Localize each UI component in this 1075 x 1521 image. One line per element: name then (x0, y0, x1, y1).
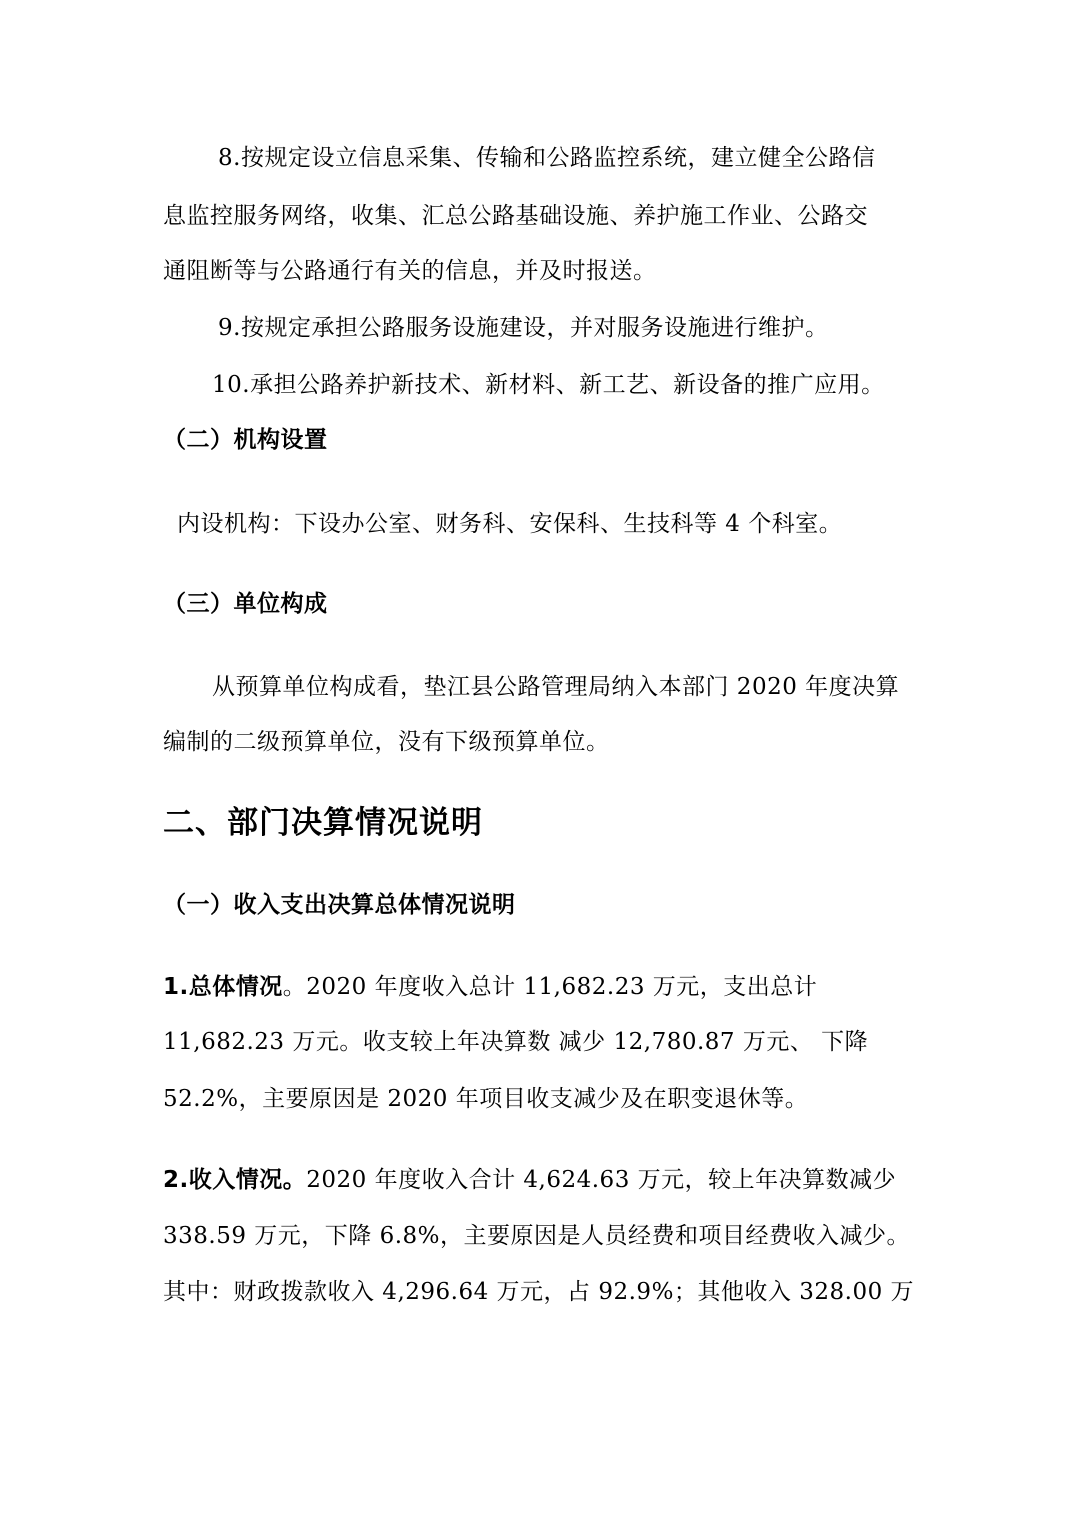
income-line-1 (163, 1165, 896, 1195)
list-item-9: 9.按规定承担公路服务设施建设，并对服务设施进行维护。 (218, 315, 829, 341)
income-label: 2.收入情况。 (163, 1167, 307, 1193)
overall-line-3: 52.2%，主要原因是 2020 年项目收支减少及在职变退休等。 (163, 1086, 809, 1112)
list-item-8-line-3: 通阻断等与公路通行有关的信息，并及时报送。 (163, 258, 657, 284)
overall-label: 1.总体情况 (163, 974, 283, 1000)
list-item-8-line-2: 息监控服务网络，收集、汇总公路基础设施、养护施工作业、公路交 (163, 203, 868, 229)
income-line-3: 其中：财政拨款收入 4,296.64 万元，占 92.9%；其他收入 328.00 万 (163, 1279, 915, 1305)
section-units-heading: （三）单位构成 (163, 591, 328, 617)
overall-line-1 (163, 972, 817, 1002)
subsection-1-heading: （一）收入支出决算总体情况说明 (163, 892, 516, 918)
list-item-8-line-1: 8.按规定设立信息采集、传输和公路监控系统，建立健全公路信 (218, 145, 876, 171)
income-line-2: 338.59 万元，下降 6.8%，主要原因是人员经费和项目经费收入减少。 (163, 1223, 911, 1249)
section-org-heading: （二）机构设置 (163, 427, 328, 453)
section-units-line-2: 编制的二级预算单位，没有下级预算单位。 (163, 729, 610, 755)
overall-line-2: 11,682.23 万元。收支较上年决算数 减少 12,780.87 万元、 下降 (163, 1029, 869, 1055)
section-units-line-1: 从预算单位构成看，垫江县公路管理局纳入本部门 2020 年度决算 (212, 674, 900, 700)
overall-line-1-text: 。2020 年度收入总计 11,682.23 万元，支出总计 (282, 974, 818, 1000)
list-item-10: 10.承担公路养护新技术、新材料、新工艺、新设备的推广应用。 (212, 372, 885, 398)
income-line-1-text: 2020 年度收入合计 4,624.63 万元，较上年决算数减少 (306, 1167, 897, 1193)
section-org-text: 内设机构：下设办公室、财务科、安保科、生技科等 4 个科室。 (177, 511, 843, 537)
chapter-2-title: 二、部门决算情况说明 (163, 805, 483, 841)
